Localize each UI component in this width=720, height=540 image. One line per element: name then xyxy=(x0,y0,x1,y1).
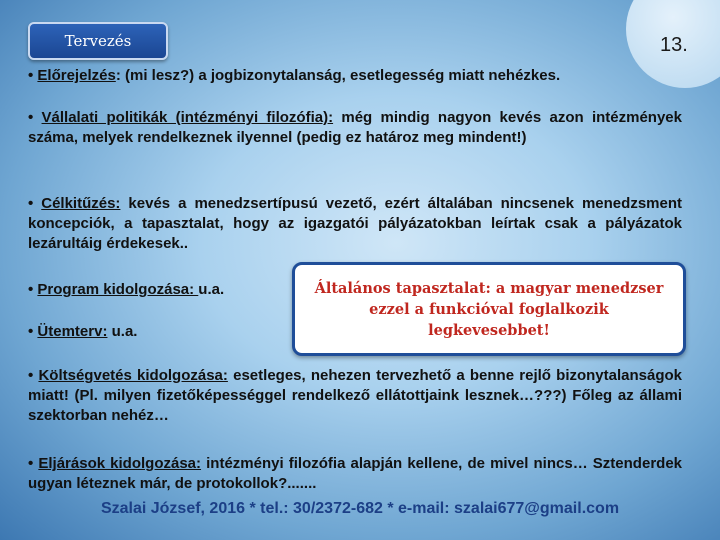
bullet-marker: • xyxy=(28,455,39,472)
bullet-program xyxy=(28,280,278,300)
bullet-text: kevés a menedzsertípusú vezető, ezért általában nincsenek menedzsment koncepciók, a tapasztalat, hogy az igazgatói pályázatokban leírtak csak a pályázatok lezárultáig érdekesek.. xyxy=(28,195,682,252)
footer-contact: Szalai József, 2016 * tel.: 30/2372-682 * e-mail: szalai677@gmail.com xyxy=(100,500,620,517)
bullet-marker: • xyxy=(28,195,42,212)
bullet-separator: : xyxy=(115,67,125,84)
bullet-objectives xyxy=(28,194,682,254)
bullet-label: Vállalati politikák (intézményi filozófia): xyxy=(41,109,334,126)
section-tag: Tervezés xyxy=(28,22,168,60)
bullet-marker: • xyxy=(28,367,39,384)
bullet-procedures xyxy=(28,454,682,494)
bullet-label: Célkitűzés: xyxy=(41,195,121,212)
callout-box xyxy=(292,262,686,356)
bullet-label: Program kidolgozása: xyxy=(37,281,199,298)
bullet-text: u.a. xyxy=(111,323,138,340)
bullet-label: Költségvetés kidolgozása: xyxy=(38,367,228,384)
bullet-forecasting xyxy=(28,66,682,86)
bullet-budget xyxy=(28,366,682,426)
bullet-corporate-policies xyxy=(28,108,682,148)
bullet-label: Előrejelzés xyxy=(37,67,116,84)
bullet-schedule xyxy=(28,322,278,342)
bullet-label: Ütemterv: xyxy=(37,323,108,340)
bullet-text: még mindig nagyon kevés azon intézmények száma, melyek rendelkeznek ilyennel (pedig ez határoz meg mindent!) xyxy=(28,109,682,146)
bullet-text: esetleges, nehezen tervezhető a benne rejlő bizonytalanságok miatt! (Pl. milyen fizetőképességgel rendelkező ellátottjaink lesznek…???) Főleg az állami szektorban nehéz… xyxy=(28,367,683,424)
bullet-label: Eljárások kidolgozása: xyxy=(38,455,202,472)
bullet-marker: • xyxy=(28,67,38,84)
callout-text: Általános tapasztalat: a magyar menedzser ezzel a funkcióval foglalkozik legkevesebbet! xyxy=(314,279,664,339)
bullet-text: (mi lesz?) a jogbizonytalanság, esetlegesség miatt nehézkes. xyxy=(124,67,561,84)
bullet-text: intézményi filozófia alapján kellene, de mivel nincs… Sztenderdek ugyan léteznek már, de protokollok?....... xyxy=(28,455,682,492)
bullet-marker: • xyxy=(28,323,38,340)
bullet-marker: • xyxy=(28,109,42,126)
bullet-marker: • xyxy=(28,281,38,298)
bullet-text: u.a. xyxy=(198,281,225,298)
page-number: 13. xyxy=(660,34,688,56)
